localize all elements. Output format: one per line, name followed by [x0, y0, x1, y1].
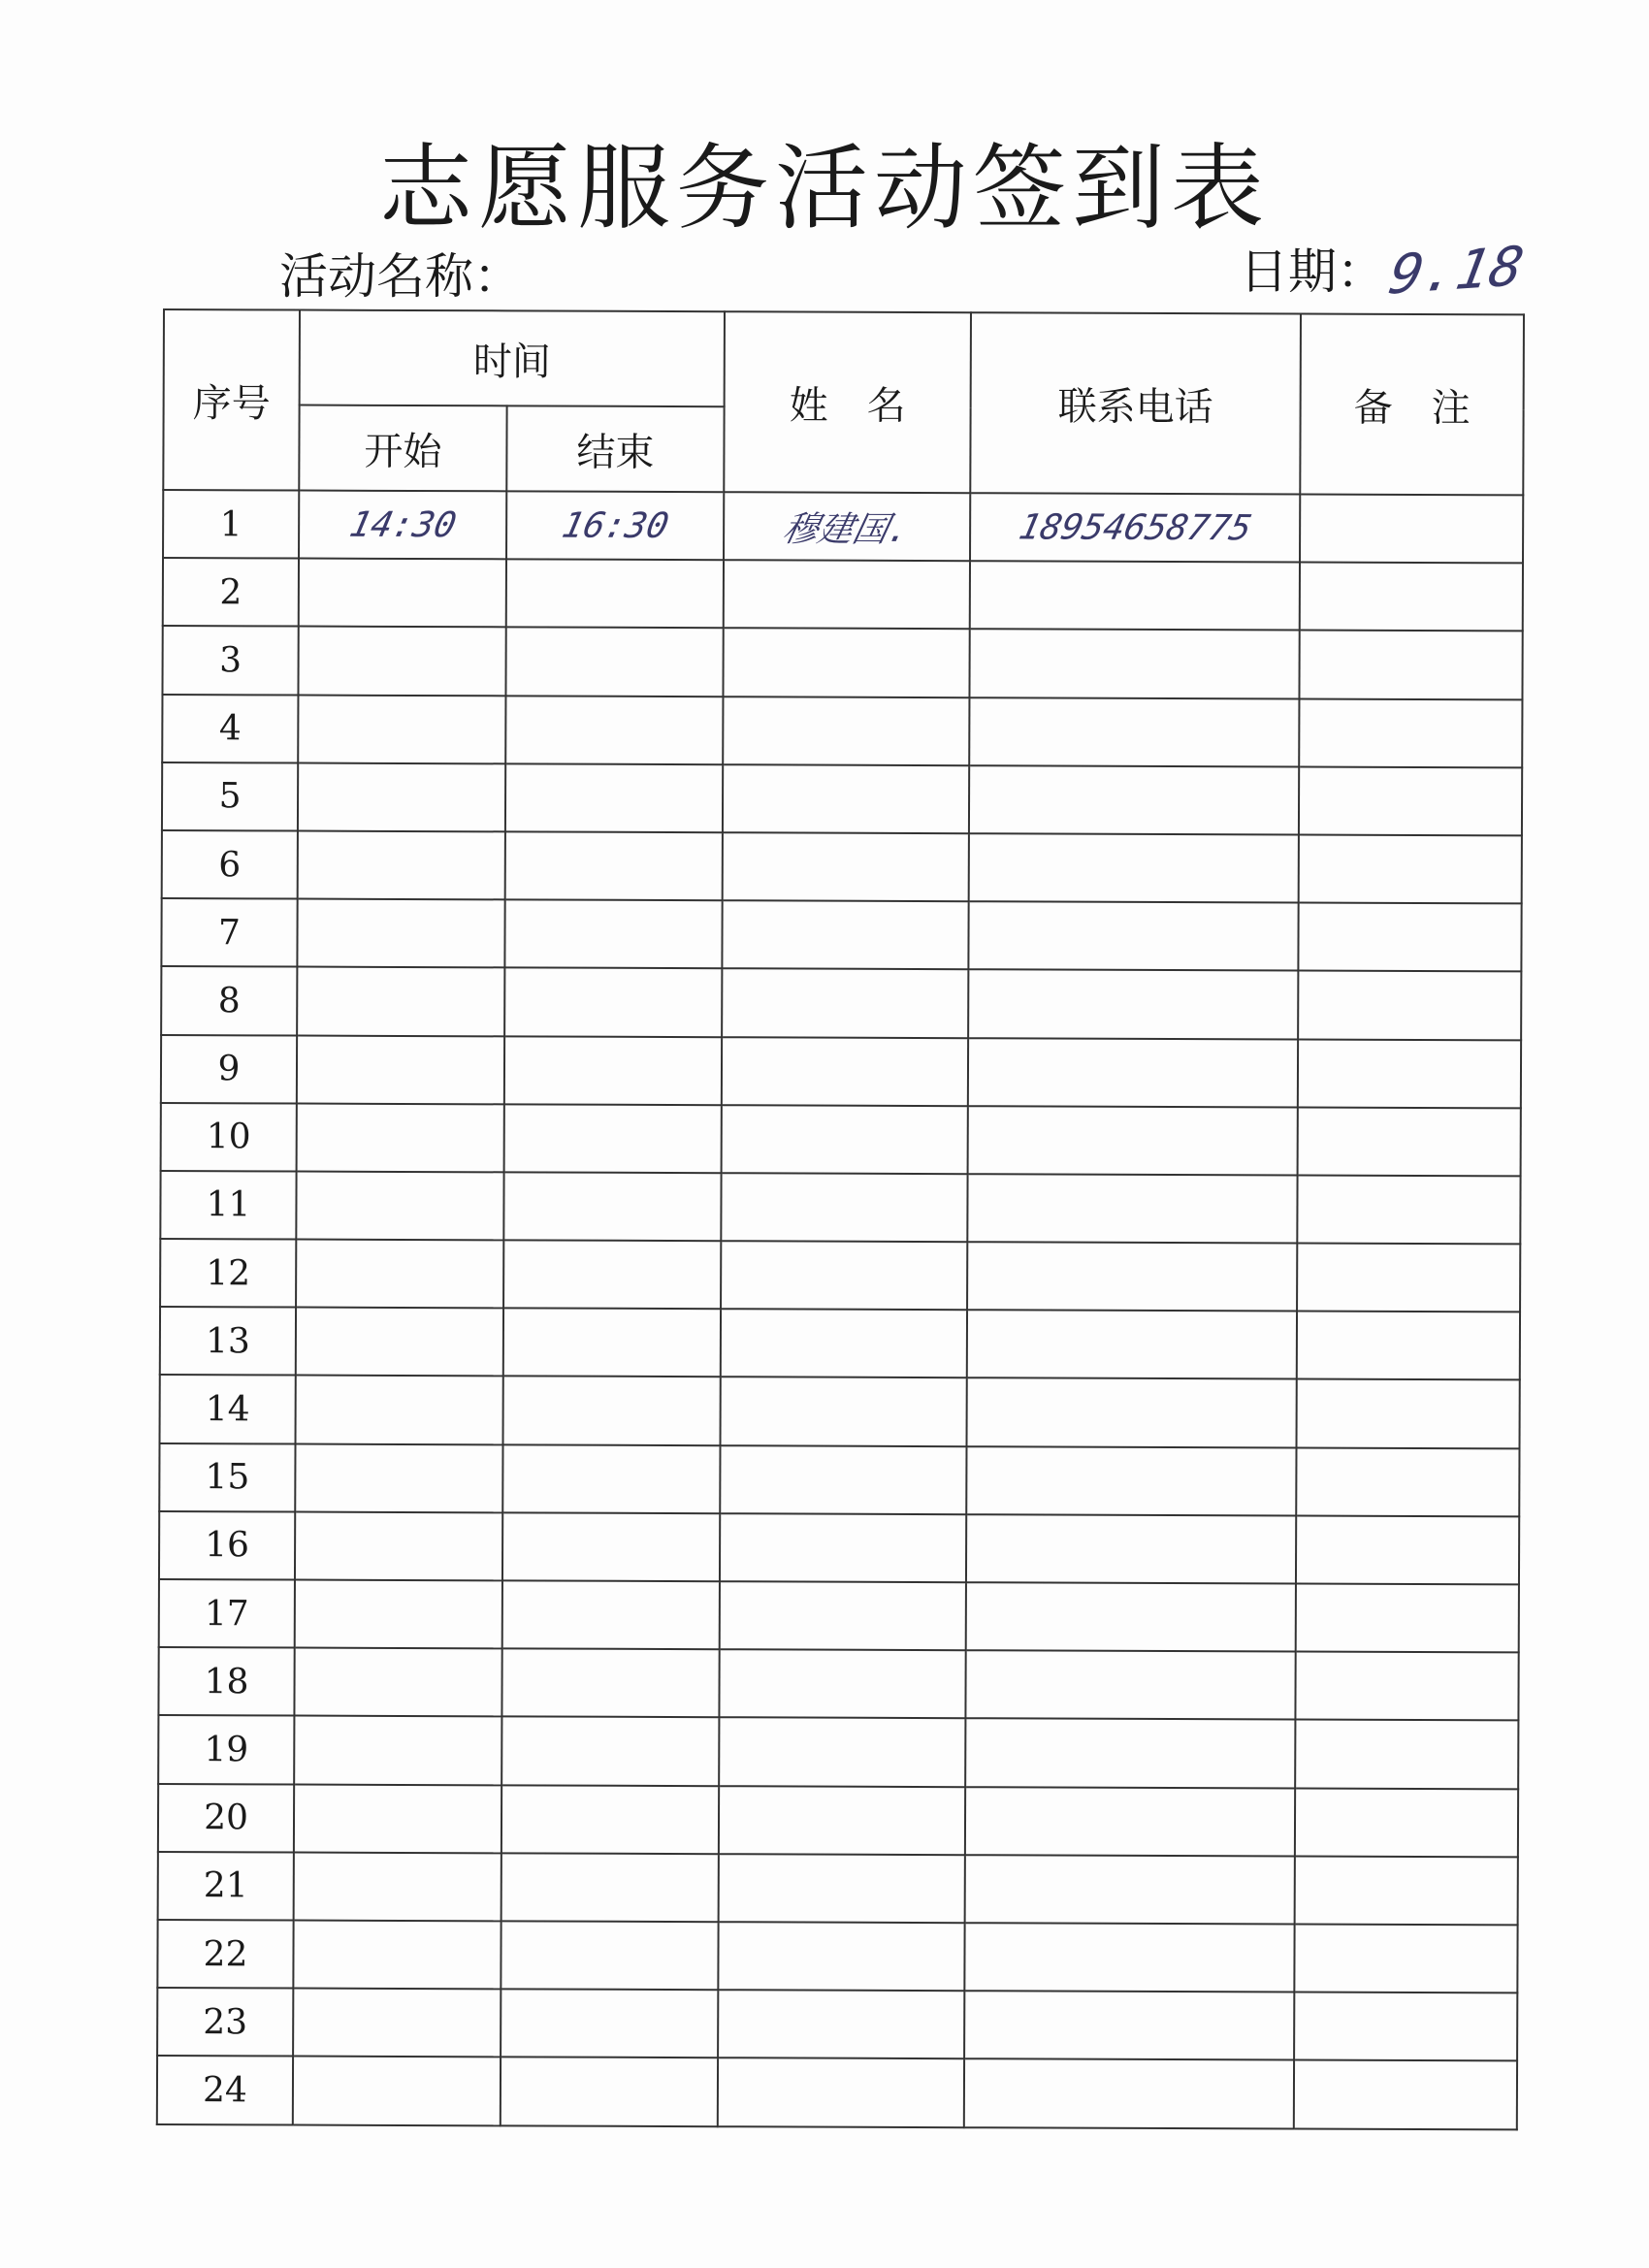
row-name-cell	[724, 560, 970, 629]
row-end-cell	[506, 560, 724, 629]
row-seq-cell: 20	[158, 1784, 294, 1853]
row-end-cell	[503, 1240, 721, 1309]
row-seq-cell: 24	[157, 2056, 293, 2124]
row-name-cell	[723, 629, 969, 697]
row-seq-cell: 10	[161, 1103, 297, 1172]
row-seq-cell: 5	[162, 762, 298, 831]
row-remark-cell	[1297, 1175, 1520, 1244]
row-end-cell	[504, 1036, 722, 1105]
row-end-cell	[503, 1309, 721, 1377]
row-remark-cell	[1297, 1312, 1520, 1380]
row-phone-cell	[967, 1378, 1297, 1447]
row-name-cell	[721, 1377, 967, 1446]
row-seq-cell: 15	[159, 1443, 295, 1512]
row-end-cell	[501, 1921, 718, 1990]
row-start-cell	[294, 1648, 501, 1717]
row-seq-cell: 23	[157, 1988, 293, 2057]
row-remark-cell	[1298, 1107, 1521, 1176]
table-row	[160, 1307, 1520, 1380]
row-name-cell	[720, 1445, 966, 1514]
row-seq-cell: 16	[159, 1511, 295, 1580]
row-end-cell	[505, 831, 723, 900]
row-seq-cell: 19	[158, 1715, 294, 1784]
header-remark: 备 注	[1300, 314, 1524, 496]
row-start-cell	[295, 1511, 502, 1580]
row-phone-cell	[970, 561, 1300, 630]
row-phone-cell	[967, 1174, 1297, 1243]
header-phone: 联系电话	[970, 312, 1301, 494]
row-phone-cell	[965, 1719, 1295, 1788]
table-row	[161, 898, 1521, 972]
row-start-cell	[298, 830, 505, 899]
row-name-cell	[718, 1990, 964, 2058]
row-remark-cell	[1295, 1856, 1518, 1925]
row-phone-cell	[968, 1106, 1298, 1175]
table-row	[162, 626, 1522, 699]
row-remark-cell	[1295, 1720, 1518, 1789]
row-name-cell	[718, 1922, 964, 1991]
row-seq-cell: 8	[161, 966, 297, 1035]
row-name-cell	[722, 1105, 968, 1174]
row-remark-cell	[1297, 1379, 1520, 1448]
table-row	[160, 1239, 1520, 1312]
row-seq-cell: 7	[161, 898, 297, 967]
row-start-cell	[297, 967, 504, 1036]
row-phone-cell	[964, 1923, 1294, 1992]
row-phone-cell	[969, 833, 1299, 902]
table-row	[158, 1647, 1518, 1721]
row-end-cell	[505, 696, 723, 764]
row-name-cell	[723, 764, 969, 833]
row-end-cell	[501, 1989, 718, 2057]
row-name-cell	[719, 1786, 965, 1855]
row-end-value: 16:30	[558, 505, 672, 546]
row-remark-cell	[1294, 1993, 1517, 2061]
table-row	[158, 1715, 1518, 1789]
table-row	[163, 558, 1523, 632]
header-start: 开始	[299, 405, 506, 492]
row-phone-cell	[966, 1446, 1296, 1515]
row-end-cell	[502, 1512, 720, 1581]
row-end-cell	[501, 1785, 719, 1854]
row-end-cell	[503, 1172, 721, 1241]
row-start-cell	[296, 1308, 503, 1377]
date-field	[1240, 233, 1529, 308]
row-start-cell	[296, 1240, 503, 1309]
table-row	[160, 1375, 1520, 1448]
row-remark-cell	[1299, 766, 1522, 835]
row-start-cell	[297, 1103, 504, 1172]
row-remark-cell	[1298, 1039, 1521, 1108]
row-seq-cell: 1	[163, 490, 299, 559]
row-remark-cell	[1298, 903, 1521, 972]
table-row	[161, 1103, 1521, 1177]
row-start-cell	[297, 899, 504, 968]
table-row	[159, 1511, 1519, 1585]
date-value: 9.18	[1384, 235, 1529, 308]
row-phone-cell	[965, 1855, 1295, 1924]
row-phone-cell	[966, 1582, 1296, 1651]
row-phone-cell	[964, 2058, 1294, 2127]
row-name-cell	[721, 1241, 967, 1310]
activity-name-label: 活动名称：	[279, 248, 522, 305]
row-phone-cell	[969, 697, 1299, 766]
table-body	[157, 490, 1523, 2129]
row-start-cell	[298, 762, 505, 831]
row-phone-cell	[964, 1991, 1294, 2059]
table-row	[159, 1443, 1519, 1517]
row-phone-cell	[965, 1787, 1295, 1856]
row-phone-cell	[968, 970, 1298, 1039]
row-remark-cell	[1294, 2060, 1517, 2129]
row-remark-cell	[1294, 1924, 1517, 1993]
row-end-cell	[505, 763, 723, 832]
row-end-cell	[501, 1853, 719, 1922]
table-row	[162, 830, 1522, 904]
row-start-cell	[294, 1716, 501, 1785]
row-seq-cell: 17	[159, 1579, 295, 1648]
row-start-cell	[295, 1580, 502, 1649]
row-start-cell	[296, 1376, 503, 1444]
row-name-cell	[724, 492, 970, 561]
date-label: 日期：	[1240, 243, 1385, 300]
table-row	[158, 1784, 1518, 1858]
row-seq-cell: 18	[158, 1647, 294, 1716]
row-end-cell	[505, 628, 723, 697]
table-row	[158, 1852, 1518, 1926]
row-start-cell	[299, 559, 506, 628]
row-seq-cell: 22	[157, 1920, 293, 1989]
row-phone-cell	[969, 630, 1299, 698]
row-phone-cell	[966, 1514, 1296, 1583]
row-name-cell	[721, 1173, 967, 1242]
row-end-cell	[506, 491, 724, 560]
row-start-cell	[294, 1852, 501, 1921]
row-remark-cell	[1295, 1652, 1518, 1721]
table-row	[161, 1034, 1521, 1108]
table-row	[163, 490, 1523, 564]
row-name-cell	[718, 2058, 964, 2127]
row-end-cell	[501, 1649, 719, 1718]
row-seq-cell: 14	[160, 1375, 296, 1443]
row-name-cell	[719, 1854, 965, 1923]
row-phone-cell	[968, 901, 1298, 970]
row-seq-cell: 13	[160, 1307, 296, 1376]
row-remark-cell	[1299, 834, 1522, 903]
row-remark-cell	[1296, 1515, 1519, 1584]
row-remark-cell	[1299, 631, 1522, 699]
row-start-cell	[297, 1035, 504, 1104]
row-phone-cell	[965, 1650, 1295, 1719]
row-seq-cell: 3	[162, 626, 298, 695]
activity-name-field	[279, 238, 522, 308]
row-seq-cell: 9	[161, 1034, 297, 1103]
row-name-value: 穆建国.	[779, 509, 914, 550]
header-seq: 序号	[163, 309, 300, 491]
row-name-cell	[722, 1037, 968, 1106]
header-end: 结束	[506, 405, 724, 492]
row-seq-cell: 2	[163, 558, 299, 627]
row-end-cell	[503, 1377, 721, 1445]
row-name-cell	[721, 1309, 967, 1377]
row-end-cell	[502, 1444, 720, 1513]
row-end-cell	[504, 1104, 722, 1173]
row-phone-cell	[969, 765, 1299, 834]
row-seq-cell: 6	[162, 830, 298, 899]
row-end-cell	[504, 968, 722, 1037]
row-start-cell	[295, 1443, 502, 1512]
row-end-cell	[504, 899, 722, 968]
row-name-cell	[720, 1581, 966, 1650]
table-row	[161, 966, 1521, 1040]
table-row	[162, 695, 1522, 768]
row-name-cell	[719, 1649, 965, 1718]
row-name-cell	[720, 1513, 966, 1582]
row-phone-cell	[967, 1310, 1297, 1378]
row-seq-cell: 4	[162, 695, 298, 763]
row-start-cell	[299, 491, 506, 560]
row-start-cell	[293, 2057, 501, 2125]
row-start-cell	[293, 1989, 501, 2057]
row-start-cell	[298, 627, 505, 696]
row-seq-cell: 12	[160, 1239, 296, 1308]
row-remark-cell	[1300, 563, 1523, 632]
row-start-cell	[298, 695, 505, 763]
table-row	[160, 1171, 1520, 1245]
row-remark-cell	[1298, 971, 1521, 1040]
row-remark-cell	[1297, 1244, 1520, 1312]
row-phone-cell	[967, 1242, 1297, 1311]
row-name-cell	[723, 832, 969, 901]
row-name-cell	[719, 1718, 965, 1787]
table-row	[157, 2056, 1517, 2129]
row-seq-cell: 11	[160, 1171, 296, 1240]
row-end-cell	[501, 1717, 719, 1786]
row-start-cell	[296, 1171, 503, 1240]
row-start-cell	[294, 1784, 501, 1853]
row-remark-cell	[1300, 495, 1523, 564]
table-row	[162, 762, 1522, 836]
row-seq-cell: 21	[158, 1852, 294, 1921]
table-row	[157, 1988, 1517, 2061]
row-phone-value: 18954658775	[1015, 507, 1255, 548]
row-remark-cell	[1295, 1788, 1518, 1857]
sign-in-table	[156, 308, 1525, 2130]
row-remark-cell	[1296, 1447, 1519, 1516]
row-remark-cell	[1299, 698, 1522, 767]
row-start-value: 14:30	[345, 504, 460, 545]
table-row	[157, 1920, 1517, 1993]
row-phone-cell	[968, 1038, 1298, 1107]
row-phone-cell	[970, 493, 1300, 562]
page-title: 志愿服务活动签到表	[379, 134, 1270, 243]
row-end-cell	[502, 1580, 720, 1649]
header-time: 时间	[300, 310, 725, 407]
row-name-cell	[723, 697, 969, 765]
row-end-cell	[501, 2057, 718, 2126]
row-name-cell	[722, 969, 968, 1038]
row-name-cell	[722, 900, 968, 969]
header-name: 姓 名	[724, 311, 971, 493]
row-remark-cell	[1296, 1583, 1519, 1652]
row-start-cell	[293, 1920, 501, 1989]
table-row	[159, 1579, 1519, 1653]
